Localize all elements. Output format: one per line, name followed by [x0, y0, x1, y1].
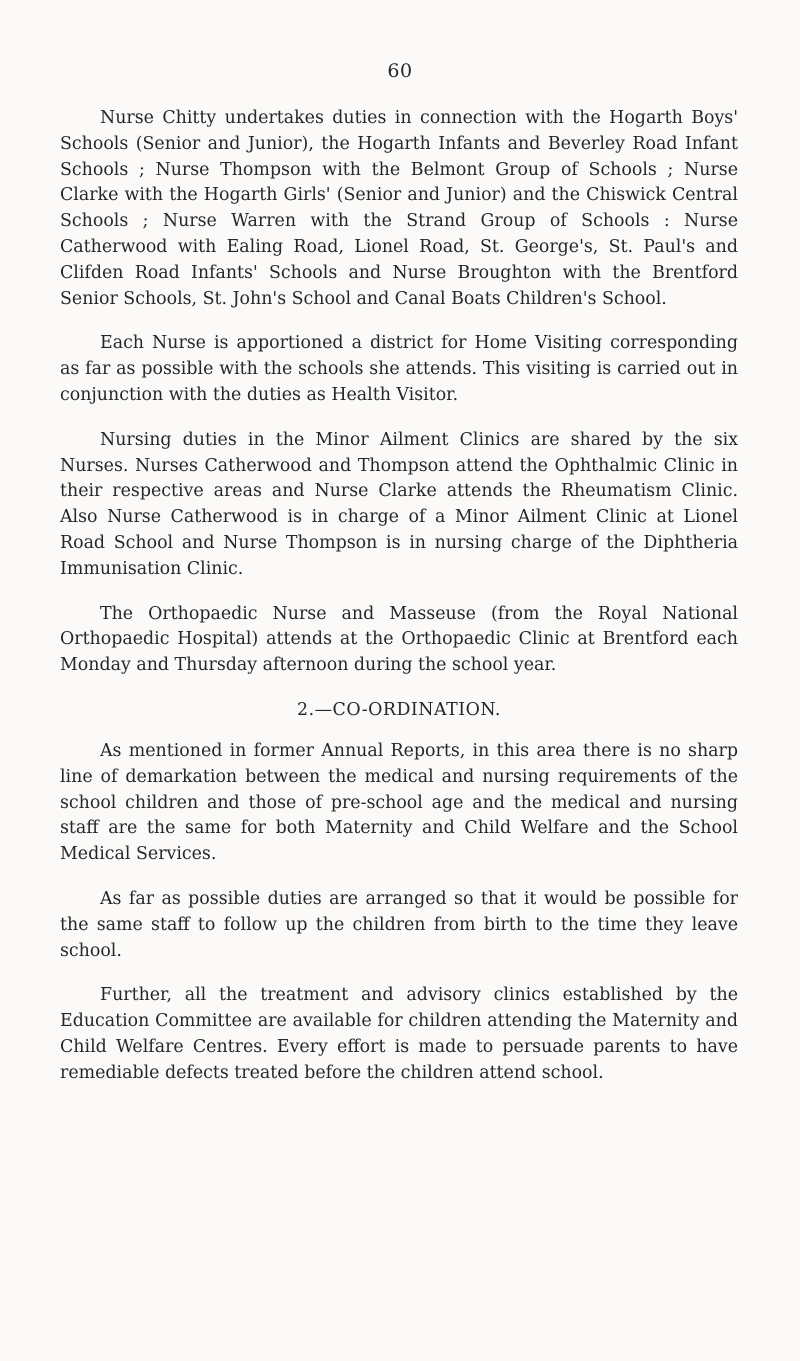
paragraph-follow-up-staff: As far as possible duties are arranged so that it would be possible for the same staff to follow up the children from birth to the time they leave school.	[60, 888, 738, 961]
paragraph-coordination-demarkation: As mentioned in former Annual Reports, in this area there is no sharp line of demarkation between the medical and nursing requirements of the school children and those of pre-school age and the medical and nursing staff are the same for both Maternity and Child Welfare and the School Medical Services.	[60, 740, 738, 865]
paragraph-minor-ailment-clinics: Nursing duties in the Minor Ailment Clinics are shared by the six Nurses. Nurses Catherwood and Thompson attend the Ophthalmic Clinic in their respective areas and Nurse Clarke attends the Rheumatism Clinic. Also Nurse Catherwood is in charge of a Minor Ailment Clinic at Lionel Road School and Nurse Thompson is in nursing charge of the Diphtheria Immunisation Clinic.	[60, 429, 738, 579]
paragraph-school-nurse-assignments: Nurse Chitty undertakes duties in connection with the Hogarth Boys' Schools (Senior and Junior), the Hogarth Infants and Beverley Road Infant Schools ; Nurse Thompson with the Belmont Group of Schools ; Nurse Clarke with the Hogarth Girls' (Senior and Junior) and the Chiswick Central Schools ; Nurse Warren with the Strand Group of Schools : Nurse Catherwood with Ealing Road, Lionel Road, St. George's, St. Paul's and Clifden Road Infants' Schools and Nurse Broughton with the Brentford Senior Schools, St. John's School and Canal Boats Children's School.	[60, 108, 738, 309]
body-text	[60, 106, 738, 1106]
paragraph-home-visiting: Each Nurse is apportioned a district for Home Visiting corresponding as far as possible with the schools she attends. This visiting is carried out in conjunction with the duties as Health Visitor.	[60, 333, 738, 405]
page-number: 60	[387, 60, 413, 82]
section-heading: 2.—CO-ORDINATION.	[297, 699, 501, 720]
paragraph-orthopaedic-clinic: The Orthopaedic Nurse and Masseuse (from the Royal National Orthopaedic Hospital) attends at the Orthopaedic Clinic at Brentford each Monday and Thursday afternoon during the school year.	[60, 603, 738, 676]
paragraph-treatment-clinics: Further, all the treatment and advisory clinics established by the Education Committee are available for children attending the Maternity and Child Welfare Centres. Every effort is made to persuade parents to have remediable defects treated before the children attend school.	[60, 985, 738, 1083]
